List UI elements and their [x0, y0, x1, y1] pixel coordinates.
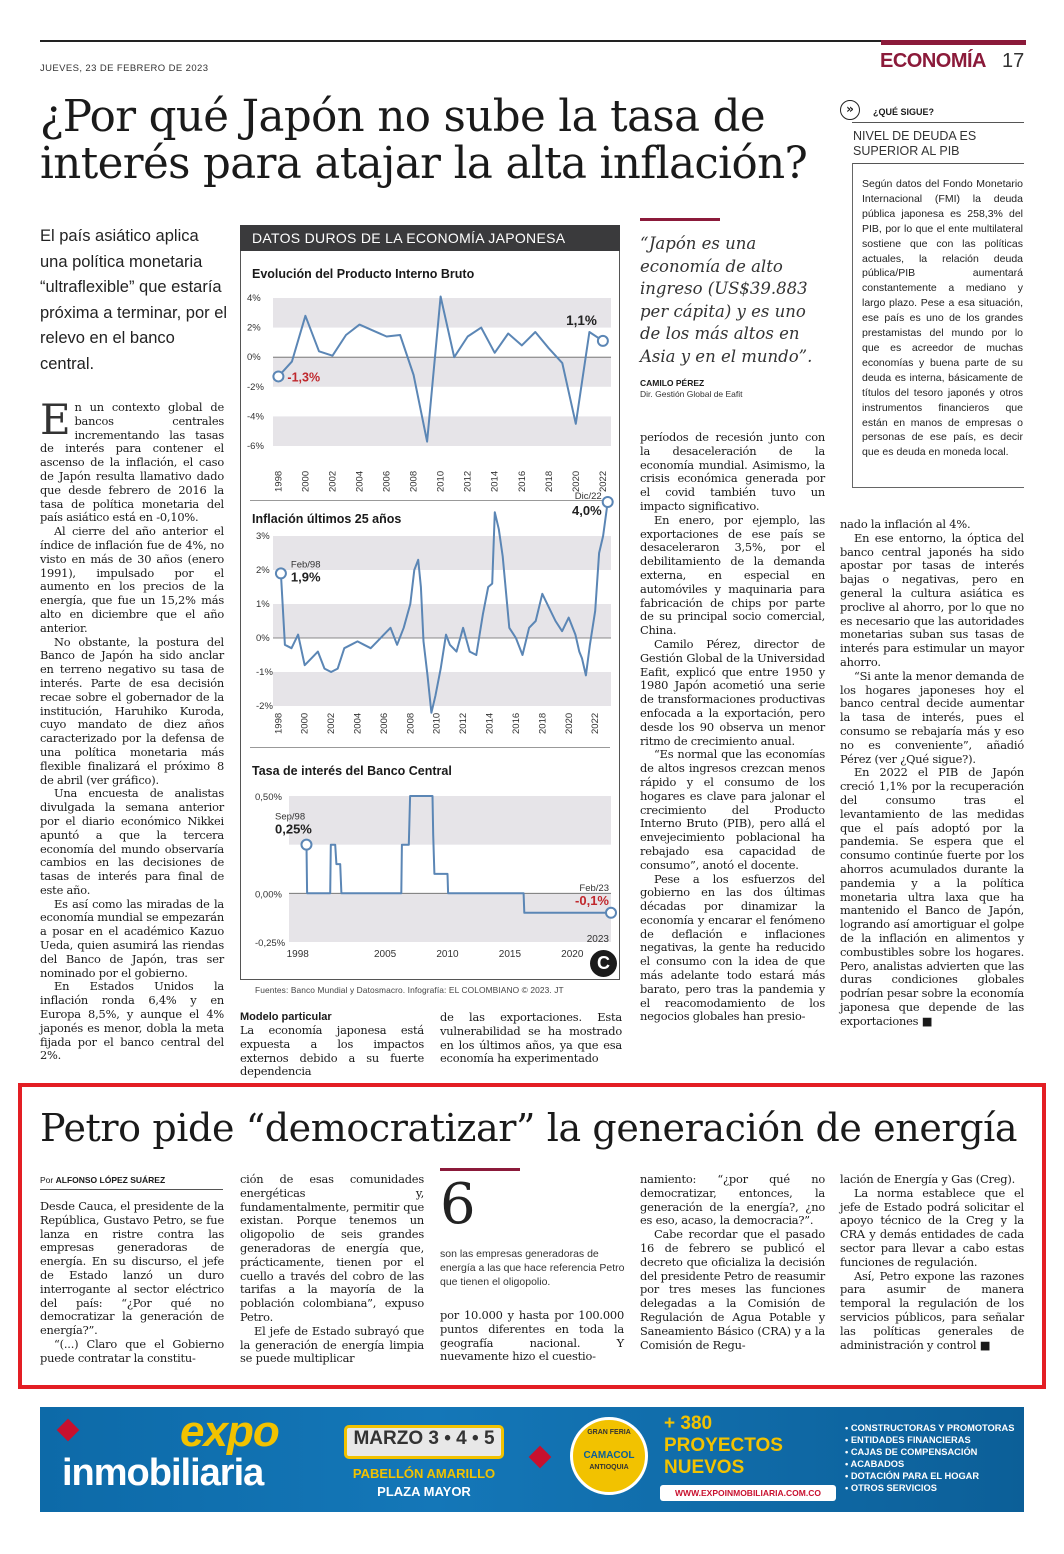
paragraph: Es así como las miradas de la economía mundial se empezarán a posar en el académico Kazuo Ueda, quien asumirá las riendas del Banco de Japón, tras ser nominado por el gobierno. [40, 896, 224, 980]
paragraph: En ese entorno, la óptica del banco central japonés ha sido apostar por tasas de interés bajas o negativas, pero en general la cultura asiática es proclive al ahorro, por lo que no es necesario que las autoridades monetarias suban sus tasas de interés para estimular un mayor ahorro. [840, 530, 1024, 669]
x-tick-label: 2000 [300, 470, 312, 492]
paragraph: “(...) Claro que el Gobierno puede contratar la constitu- [40, 1336, 224, 1365]
quote-role: Dir. Gestión Global de Eafit [640, 389, 743, 399]
x-tick-label: 2012 [462, 470, 474, 492]
y-tick-label: 2% [247, 322, 261, 334]
big-number: 6 [440, 1172, 476, 1237]
article-column-5 [840, 518, 1024, 1028]
subhead: Modelo particular [240, 1011, 332, 1023]
infographic-sources: Fuentes: Banco Mundial y Datosmacro. Infografía: EL COLOMBIANO © 2023. JT [255, 985, 564, 995]
annotation-date: Feb/98 [290, 559, 321, 571]
x-tick-label: 1998 [286, 949, 309, 960]
y-tick-label: 0% [256, 633, 270, 644]
ad-brand-bottom: inmobiliaria [62, 1452, 264, 1494]
byline [40, 1175, 165, 1185]
paragraph: La economía japonesa está expuesta a los impactos externos debido a su fuerte dependencia [240, 1023, 424, 1079]
data-point [603, 497, 613, 507]
y-tick-label: 2% [256, 565, 270, 576]
paragraph: lación de Energía y Gas (Creg). [840, 1172, 1016, 1186]
ad-url[interactable]: WWW.EXPOINMOBILIARIA.COM.CO [660, 1485, 836, 1501]
grid-band [273, 604, 611, 638]
x-tick-label: 2014 [484, 712, 496, 734]
grid-band [289, 893, 611, 942]
y-tick-label: -2% [247, 381, 264, 393]
paragraph: períodos de recesión junto con la desaceleración de la economía mundial. Asimismo, la crisis económica generada por el covid también tuvo un impacto significativo. [640, 430, 825, 513]
ad-list-item: • DOTACIÓN PARA EL HOGAR [845, 1471, 980, 1481]
paragraph: El jefe de Estado subrayó que la generación de energía limpia se puede multiplicar [240, 1323, 424, 1366]
x-tick-label: 2016 [516, 470, 528, 492]
ad-venue-2: PLAZA MAYOR [377, 1484, 471, 1499]
ad-brand-top: expo [180, 1407, 279, 1456]
interest-rate-chart [245, 780, 617, 975]
quote-author: CAMILO PÉREZ [640, 378, 705, 388]
paragraph: n un contexto global de bancos centrales incrementando las tasas de interés para contener el ascenso de la inflación, el caso de Japón resulta llamativo dado que desde febrero de 2016 la tasa de política monetaria del país asiático está en -0,10%. [40, 400, 224, 525]
diamond-icon [57, 1419, 80, 1442]
main-headline: ¿Por qué Japón no sube la tasa de interés para atajar la alta inflación? [40, 92, 808, 189]
chart-divider [250, 500, 610, 501]
paragraph: En 2022 el PIB de Japón creció 1,1% por la recuperación del consumo tras el levantamiento de las medidas que el país adoptó por la pandemia. Se espera que el consumo continúe fuerte por los ahorros acumulados durante la pandemia y a la política monetaria ultra laxa que ha mantenido el Banco de Japón, logrando así amortiguar el golpe de la inflación en alimentos y combustibles sobre los hogares. Pero, analistas advierten que las duras condiciones globales podrían pesar sobre la economía japonesa que depende de las exportaciones ■ [840, 765, 1024, 1028]
second-column-4 [640, 1173, 825, 1352]
paragraph: nado la inflación al 4%. [840, 517, 971, 531]
y-tick-label: -4% [247, 411, 264, 423]
data-label: 4,0% [572, 503, 602, 518]
section-name: ECONOMÍA [880, 50, 986, 72]
x-tick-label: 2018 [537, 712, 549, 734]
byline-author: ALFONSO LÓPEZ SUÁREZ [55, 1175, 166, 1185]
gdp-chart [245, 284, 617, 496]
byline-prefix: Por [40, 1175, 54, 1185]
gdp-chart-title: Evolución del Producto Interno Bruto [252, 267, 475, 281]
x-tick-label: 2006 [378, 712, 390, 734]
second-column-5 [840, 1173, 1024, 1352]
annotation-date: Feb/23 [579, 882, 609, 894]
annotation-date: Sep/98 [275, 811, 306, 823]
chevron-icon: » [840, 100, 860, 120]
paragraph: No obstante, la postura del Banco de Japón ha sido anclar en terreno negativo su tasa de interés. Parte de esa decisión recae sobre el gobernador de la institución, Haruhiko Kuroda, cuyo mandato de diez años caracterizado por la defensa de una política monetaria más flexible finalizará el próximo 8 de abril (ver gráfico). [40, 634, 224, 787]
paragraph: “Es normal que las economías de altos ingresos crezcan menos rápido y el consumo de los hogares es clave para jalonar el crecimiento del Producto Interno Bruto (PIB), pero allá el envejecimiento poblacional ha rebajado esa capacidad de consumo”, anotó el docente. [640, 747, 825, 872]
ad-projects-1: + 380 [664, 1413, 713, 1434]
paragraph: ción de esas comunidades energéticas y, fundamentalmente, permitir que existan. Porque tenemos un oligopolio de seis grandes generadoras de energía que, prácticamente, tienen por el cuello a través del cobro de las tarifas a la mayoría de la población colombiana”, expuso Petro. [240, 1172, 424, 1324]
ad-dates: MARZO 3 • 4 • 5 [353, 1428, 495, 1449]
ad-list-item: • ENTIDADES FINANCIERAS [845, 1435, 971, 1445]
ad-list-item: • OTROS SERVICIOS [845, 1483, 937, 1493]
ad-projects-2: PROYECTOS [664, 1435, 783, 1456]
data-point [273, 371, 283, 381]
x-tick-label: 2002 [326, 712, 338, 734]
article-column-3 [440, 1011, 622, 1066]
paragraph: Al cierre del año anterior el índice de inflación fue de 4%, no visto en más de 30 años (enero 1991), impulsado por el aumento en los precios de la energía, que fue un 15,2% más alto en diciembre que el año anterior. [40, 524, 224, 635]
second-headline: Petro pide “democratizar” la generación de energía [40, 1106, 1018, 1150]
article-column-2 [240, 1024, 424, 1079]
x-tick-label: 2022 [590, 712, 602, 734]
x-tick-label: 2022 [597, 470, 609, 492]
x-tick-label: 2010 [431, 712, 443, 734]
infographic-header: DATOS DUROS DE LA ECONOMÍA JAPONESA [240, 225, 620, 251]
paragraph: Así, Petro expone las razones para asumir de manera temporal la regulación de los servicios públicos, para señalar las políticas generales de administración y control ■ [840, 1268, 1024, 1352]
chart-divider [250, 747, 610, 748]
grid-band [273, 672, 611, 706]
x-tick-label: 2010 [435, 470, 447, 492]
x-tick-label: 2012 [458, 712, 470, 734]
pull-quote: “Japón es una economía de alto ingreso (US$39.883 per cápita) y es uno de los más altos en Asia y en el mundo”. [640, 234, 813, 366]
y-tick-label: 4% [247, 293, 261, 304]
y-tick-label: 3% [256, 531, 270, 542]
camacol-seal [570, 1417, 648, 1495]
x-tick-label: 2006 [381, 470, 393, 492]
paragraph: namiento: “¿por qué no democratizar, entonces, la generación de la energía?, ¿no es eso, acaso, la democracia?”. [640, 1172, 825, 1228]
x-tick-label: 2005 [373, 949, 397, 960]
drop-cap: E [40, 395, 71, 444]
second-column-2 [240, 1173, 424, 1366]
inflation-chart-title: Inflación últimos 25 años [252, 512, 402, 526]
top-rule [40, 40, 1024, 42]
x-tick-label: 2020 [561, 949, 584, 960]
x-tick-label: 2002 [327, 470, 339, 492]
data-label: -1,3% [287, 370, 321, 385]
paragraph: En enero, por ejemplo, las exportaciones de ese país se desaceleraron 3,5%, por el debilitamiento de la demanda externa, en especial en automóviles y maquinaria para fabricación de chips por parte de su principal socio comercial, China. [640, 512, 825, 638]
y-tick-label: -0,25% [255, 938, 286, 949]
x-tick-label: 2000 [299, 712, 311, 734]
sidebar-text: Según datos del Fondo Monetario Internacional (FMI) la deuda pública japonesa es 258,3% del PIB, por lo que el ente multilateral sostiene que con las políticas actuales, la relación deuda pública/PIB aumentará constantemente a mediano y largo plazo. Pese a esa situación, ese país es uno de los grandes prestamistas del mundo por lo que es acreedor de muchas economías y buena parte de su deuda es interna, básicamente de títulos del tesoro japonés y otros instrumentos financieros que están en manos de empresas o personas de ese país, es decir que es deuda en moneda local. [862, 178, 1023, 459]
x-tick-label: 2020 [570, 470, 582, 492]
section-tab [881, 40, 1026, 45]
ad-venue-1: PABELLÓN AMARILLO [352, 1466, 496, 1481]
x-tick-label: 2014 [489, 470, 501, 492]
annotation-date: Dic/22 [574, 491, 602, 502]
grid-band [273, 416, 611, 446]
data-point [598, 336, 608, 346]
x-tick-label: 2008 [405, 712, 417, 734]
seal-top: GRAN FERIA [587, 1429, 631, 1436]
paragraph: Pese a los esfuerzos del gobierno en las dos últimas décadas por dinamizar la economía y encarar el fenómeno de deflación e inflaciones negativas, la gente ha reducido el consumo con la idea de que más adelante todo estará más barato, pero tras la pandemia y el reacomodamiento de los negocios globales han presio- [640, 871, 825, 1024]
y-tick-label: 1% [256, 599, 270, 610]
y-tick-label: -2% [256, 701, 273, 712]
paragraph: Una encuesta de analistas divulgada la semana anterior por el diario económico Nikkei apuntó a que la tercera economía del mundo observaría cambios en las decisiones de tasas de interés para final de este año. [40, 786, 224, 897]
grid-band [289, 796, 611, 845]
x-tick-label: 1998 [273, 470, 285, 492]
page-number: 17 [1002, 50, 1025, 72]
infographic-logo: C [590, 950, 617, 977]
x-tick-label: 2023 [586, 934, 609, 945]
grid-band [273, 536, 611, 570]
second-column-3 [440, 1309, 624, 1364]
x-tick-label: 2004 [352, 712, 364, 734]
seal-bottom: ANTIOQUIA [589, 1464, 629, 1471]
article-column-4 [640, 431, 825, 1024]
paragraph: Cabe recordar que el pasado 16 de febrero se publicó el decreto que oficializa la decisión del presidente Petro de reasumir por tres meses las funciones delegadas a la Comisión de Regulación de Agua Potable y Saneamiento Básico (CRA) y a la Comisión de Regu- [640, 1227, 825, 1352]
data-point [301, 840, 311, 850]
y-tick-label: 0,50% [255, 792, 282, 803]
paragraph: Camilo Pérez, director de Gestión Global de la Universidad Eafit, explicó que entre 1950 y 1980 Japón acometió una serie de transformaciones productivas enfocada a la exportación, pero desde los 90 observa un menor ritmo de crecimiento anual. [640, 636, 825, 748]
interest-chart-title: Tasa de interés del Banco Central [252, 764, 452, 778]
data-label: 0,25% [275, 821, 312, 837]
paragraph: “Si ante la menor demanda de los hogares japoneses hoy el banco central decide aumentar la tasa de interés, pues el consumo se rebajaría más y eso no es conveniente”, añadió Pérez (ver ¿Qué sigue?). [840, 668, 1024, 766]
paragraph: por 10.000 y hasta por 100.000 puntos diferentes en toda la geografía nacional. Y nuevamente hizo el cuestio- [440, 1308, 624, 1364]
sidebar-title: NIVEL DE DEUDA ES SUPERIOR AL PIB [853, 129, 977, 158]
seal-mid: CAMACOL [583, 1450, 635, 1461]
stat-rule [440, 1168, 520, 1171]
x-tick-label: 2010 [436, 949, 459, 960]
edition-date: JUEVES, 23 DE FEBRERO DE 2023 [40, 63, 209, 74]
data-point [276, 568, 286, 578]
y-tick-label: 0% [247, 352, 261, 364]
x-tick-label: 2015 [498, 949, 522, 960]
x-tick-label: 2004 [354, 470, 366, 492]
y-tick-label: -6% [247, 441, 264, 452]
sidebar-label: ¿QUÉ SIGUE? [873, 107, 935, 117]
paragraph: de las exportaciones. Esta vulnerabilidad se ha mostrado en los últimos años, ya que esa economía ha experimentado [440, 1010, 622, 1066]
advertisement[interactable] [40, 1407, 1024, 1512]
ad-projects-3: NUEVOS [664, 1457, 745, 1478]
ad-list-item: • CONSTRUCTORAS Y PROMOTORAS [845, 1423, 1015, 1433]
x-tick-label: 2018 [543, 470, 555, 492]
x-tick-label: 2020 [563, 712, 575, 734]
paragraph: Desde Cauca, el presidente de la República, Gustavo Petro, se fue lanza en ristre contra las empresas generadoras de energía. En su discurso, el jefe de Estado lanzó un duro interrogante al sector eléctrico del país: “¿Por qué no democratizar la generación de energía?”. [40, 1199, 224, 1338]
y-tick-label: -1% [256, 667, 273, 678]
data-point [606, 908, 616, 918]
diamond-icon [529, 1446, 552, 1469]
big-number-caption: son las empresas generadoras de energía a las que hace referencia Petro que tienen el oligopolio. [440, 1248, 625, 1288]
ad-list-item: • ACABADOS [845, 1459, 905, 1469]
article-deck: El país asiático aplica una política monetaria “ultraflexible” que estaría próxima a terminar, por el relevo en el banco central. [40, 227, 228, 373]
sidebar-rule [852, 122, 1024, 123]
y-tick-label: 0,00% [255, 889, 282, 901]
quote-rule [640, 218, 720, 221]
data-label: -0,1% [575, 892, 609, 908]
x-tick-label: 1998 [273, 712, 285, 734]
second-column-1 [40, 1200, 224, 1366]
byline-rule [40, 1189, 223, 1190]
ad-list-item: • CAJAS DE COMPENSACIÓN [845, 1447, 978, 1457]
article-column-1 [40, 395, 224, 1063]
paragraph: En Estados Unidos la inflación ronda 6,4% y en Europa 8,5%, y aunque el 4% japonés es menor, dobla la meta fijada por el banco central del 2%. [40, 979, 224, 1063]
x-tick-label: 2008 [408, 470, 420, 492]
data-label: 1,1% [566, 312, 597, 328]
ad-services-list [845, 1422, 1014, 1494]
paragraph: La norma establece que el jefe de Estado podrá solicitar el apoyo técnico de la Creg y la CRA y demás entidades de cada sector para llevar a cabo estas funciones de regulación. [840, 1185, 1024, 1269]
data-label: 1,9% [290, 569, 321, 585]
x-tick-label: 2016 [510, 712, 522, 734]
